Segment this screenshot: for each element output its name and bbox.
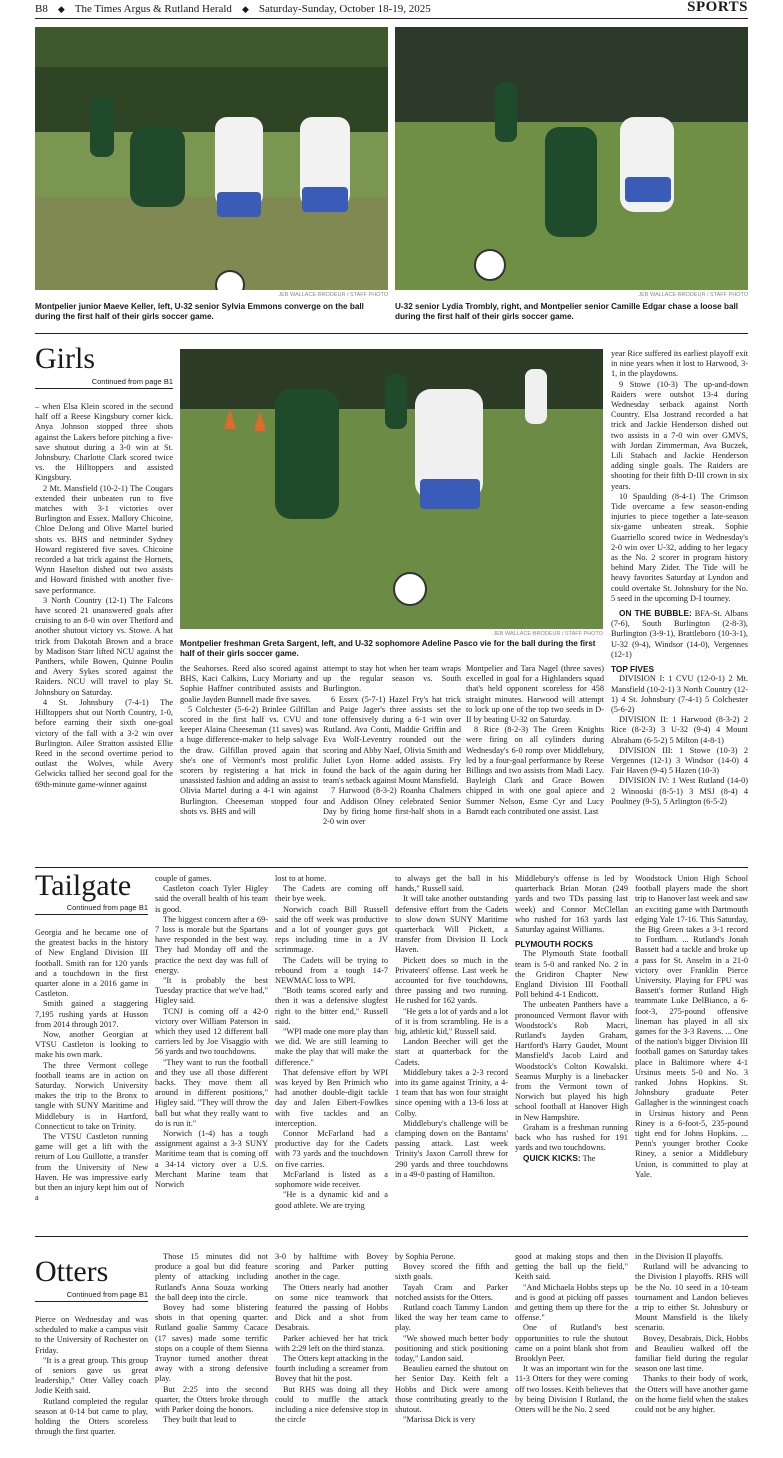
paragraph: 9 Stowe (10-3) The up-and-down Raiders were outshot 13-4 during Wednesday setback against North Country. Elsa Jostrand recorded a hat trick and Jackie Henderson dished out two assists in a 7-0 win over GMVS, with Jordan Zimmerman, Ava Buczek, Lili Stabach and Jackie Henderson adding single goals. The Raiders are shooting for their fifth D-III crown in six years.	[611, 379, 748, 491]
paragraph: 10 Spaulding (8-4-1) The Crimson Tide overcame a few season-ending injuries to piece together a late-season six-game unbeaten streak. Sophie Guarriello scored twice in Wednesday's 2-0 win over U-32, adding to her legacy as the No. 2 scorer in program history behind Mary Zider. The Tide will be heavy favorites Saturday at Lyndon and could overtake St. Johnsbury for the No. 5 seed in the upcoming D-I tourney.	[611, 491, 748, 603]
paragraph: 7 Harwood (8-3-2) Roanha Chalmers and Addison Olney celebrated Senior Day by firing home first-half shots in a 2-0 win over	[323, 786, 461, 827]
paragraph: "He is a dynamic kid and a good athlete. We are trying	[275, 1190, 388, 1210]
paragraph: Graham is a freshman running back who has rushed for 191 yards and two touchdowns.	[515, 1122, 628, 1153]
paragraph: Now, another Georgian at VTSU Castleton is looking to make his own mark.	[35, 1030, 148, 1060]
continued-note: Continued from page B1	[35, 903, 148, 915]
quick-kicks-label: QUICK KICKS:	[523, 1153, 581, 1164]
page-header: B8 ◆ The Times Argus & Rutland Herald ◆ Saturday-Sunday, October 18-19, 2025 SPORTS	[35, 0, 748, 15]
paragraph: "WPI made one more play than we did. We are still learning to make the play that will make the difference."	[275, 1027, 388, 1067]
paragraph: Beaulieu earned the shutout on her Senior Day. Keith felt a Hobbs and Dick were among those contributing greatly to the shutout.	[395, 1364, 508, 1415]
paragraph: They built that lead to	[163, 1415, 237, 1425]
otters-column-1	[35, 1315, 148, 1455]
paragraph: Woodstock Union High School football players made the short trip to Hanover last week and saw an exciting game with Dartmouth edging Yale 17-16. This Saturday, the Big Green takes a 3-1 record to Fordham. ... Rutland's Jonah Bassett had a tackle and broke up a pass for St. Anselm in a 21-0 victory over Franklin Pierce University. Playing for FPU was Bassett's former Rutland High teammate Luke DelBianco, a 6-foot-3, 275-pound offensive lineman has played in all six games for the 3-3 Ravens. ... One of the nation's bigger Division III football games on Saturday takes place in Baltimore where 4-1 Ursinus meets 5-0 and No. 3 ranked Johns Hopkins. St. Johnsbury graduate Peter Gallagher is the winningest coach in Ursinus history and Penn Riney is a 6-foot-5, 235-pound tight end for Johns Hopkins. ... Penn's younger brother Cooke Riney, a senior a Middlebury Union, is committed to play at Yale.	[635, 874, 748, 1179]
girls-column-4	[466, 664, 604, 864]
paragraph: TCNJ is coming off a 42-0 victory over William Paterson in which they used 12 different ball carriers led by Joe Visaggio with 56 yards and two touchdowns.	[155, 1006, 268, 1057]
section-name: SPORTS	[687, 0, 748, 15]
paragraph: "And Michaela Hobbs steps up and is good at picking off passes and getting them up there for the offense."	[515, 1282, 628, 1323]
girls-kicker: Girls	[35, 342, 95, 375]
photo-caption: U-32 senior Lydia Trombly, right, and Montpelier senior Camille Edgar chase a loose ball during the first half of their girls soccer game.	[395, 302, 739, 321]
girls-column-1	[35, 402, 173, 862]
paragraph: "It is probably the best Tuesday practice that we've had," Higley said.	[155, 976, 268, 1006]
paragraph: Bovey had some blistering shots in that opening quarter. Rutland goalie Sammy Cacace (17 saves) made some terrific stops on a couple of them Sienna Traynor turned another threat away with a strong defensive play.	[155, 1303, 268, 1384]
girls-column-5	[611, 349, 748, 864]
paragraph: good at making stops and then getting the ball up the field," Keith said.	[515, 1252, 628, 1282]
bubble-text: BFA-St. Albans (7-6), South Burlington (2-8-3), Burlington (3-9-1), Brattleboro (10-3-1), U-32 (9-4), Windsor (14-0), Vergennes (12-1)	[611, 609, 748, 659]
paragraph: "We showed much better body positioning and stick positioning today," Landon said.	[395, 1333, 508, 1364]
photo-credit: JEB WALLACE-BRODEUR / STAFF PHOTO	[278, 292, 388, 298]
photo-top-left	[35, 27, 388, 290]
section-rule	[35, 333, 748, 334]
paragraph: 2 Mt. Mansfield (10-2-1) The Cougars extended their unbeaten run to five matches with 3-1 victories over Burlington and Essex. Mallory Chicoine, Chloe DeJong and Olive Martel buried shots vs. BHS and netminder Sydney Howard registered five saves. Chicoine recorded a hat trick against the Hornets, Wynn Haselton dished out two assists and Howard finished with another five-save performance.	[35, 483, 173, 595]
continued-note: Continued from page B1	[35, 1290, 148, 1302]
paragraph: Landon Beecher will get the start at quarterback for the Cadets.	[395, 1037, 508, 1067]
paragraph: Norwich (1-4) has a tough assignment against a 3-3 SUNY Maritime team that is coming off a 34-14 victory over a U.S. Merchant Marine team that Norwich	[155, 1129, 268, 1190]
photo-caption: Montpelier junior Maeve Keller, left, U-32 senior Sylvia Emmons converge on the ball during the first half of their girls soccer game.	[35, 302, 364, 321]
paragraph: Rutland will be advancing to the Division I playoffs. RHS will be the No. 10 seed in a 10-team tournament and Landon believes a trip to either St. Johnsbury or Mount Mansfield is the likely scenario.	[635, 1262, 748, 1333]
page-number: B8	[35, 3, 48, 15]
section-rule	[35, 1236, 748, 1237]
paragraph: 3-0 by halftime with Bovey scoring and Parker putting another in the cage.	[275, 1252, 388, 1282]
paragraph: Those 15 minutes did not produce a goal but did feature plenty of attacking including Rutland's Anna Souza working the ball deep into the circle.	[155, 1252, 268, 1302]
paragraph: 8 Rice (8-2-3) The Green Knights were firing on all cylinders during Wednesday's 6-0 romp over Middlebury, led by a four-goal performance by Reese Billings and two assists from Madi Lacy. Bayleigh Clark and Grace Bowen chipped in with one goal apiece and Summer Nelson, Esme Cyr and Lucy Barndt each contributed one assist. Last	[466, 725, 604, 816]
paper-name: The Times Argus & Rutland Herald	[74, 3, 232, 15]
paragraph: Rutland coach Tammy Landon liked the way her team came to play.	[395, 1303, 508, 1333]
paragraph: Pierce on Wednesday and was scheduled to make a campus visit to the University of Rochester on Friday.	[35, 1315, 148, 1355]
paragraph: The VTSU Castleton running game will get a lift with the return of Lou Guillotte, a transfer from the University of New Haven. He was impressive early but then an injury kept him out of a	[35, 1132, 148, 1203]
plymouth-rocks-heading: PLYMOUTH ROCKS	[515, 939, 594, 950]
paragraph: Georgia and he became one of the greatest backs in the history of New England Division III football. Smith ran for 120 yards and a touchdown in the first quarter alone in a 2016 game in Castleton.	[35, 928, 148, 999]
paragraph: McFarland is listed as a sophomore wide receiver.	[275, 1169, 388, 1190]
paragraph: Thanks to their body of work, the Otters will have another game on the home field when the stakes could not be any higher.	[635, 1374, 748, 1415]
paragraph: Parker achieved her hat trick with 2:29 left on the third stanza.	[275, 1333, 388, 1353]
paragraph: "Both teams scored early and then it was a defensive slugfest right to the bitter end," Russell said.	[275, 986, 388, 1026]
paragraph: Bovey, Desabrais, Dick, Hobbs and Beaulieu walked off the familiar field during the regular season one last time.	[635, 1333, 748, 1374]
tailgate-kicker: Tailgate	[35, 869, 132, 902]
paragraph: It was an important win for the 11-3 Otters for they were coming off two losses. Keith believes that by being Division I Rutland, the Otters will be the No. 2 seed	[515, 1364, 628, 1415]
photo-credit: JEB WALLACE-BRODEUR / STAFF PHOTO	[638, 292, 748, 298]
paragraph: year Rice suffered its earliest playoff exit in nine years when it lost to Harwood, 3-1, in the playdowns.	[611, 349, 748, 379]
paragraph: 4 St. Johnsbury (7-4-1) The Hilltoppers shut out North Country, 1-0, before earning their sixth one-goal victory of the fall with a 3-2 win over Burlington. Ailee Stratton assisted Ellie Reed in the second overtime period to outlast the Wolves, while Avery Gelwicks tallied her second goal for the 69th-minute game-winner against	[35, 697, 173, 789]
quick-kicks-text: The	[582, 1154, 596, 1164]
paragraph: The three Vermont college football teams are in action on Saturday. Norwich University makes the trip to the Bronx to tangle with SUNY Maritime and Middlebury is in Hartford, Connecticut to take on Trinity.	[35, 1060, 148, 1131]
paragraph: "He gets a lot of yards and a lot of it is from scrambling. He is a big, athletic kid," Russell said.	[395, 1006, 508, 1037]
paragraph: attempt to stay hot when her team wraps up the regular season vs. South Burlington.	[323, 664, 461, 694]
paragraph: The biggest concern after a 69-7 loss is morale but the Spartans have responded in the best way. They had Monday off and the practice the next day was full of energy.	[155, 914, 268, 975]
paragraph: Norwich coach Bill Russell said the off week was productive and a lot of younger guys got reps including time in a JV scrimmage.	[275, 904, 388, 955]
paragraph: to always get the ball in his hands," Russell said.	[395, 874, 508, 894]
paragraph: – when Elsa Klein scored in the second half off a Reese Kingsbury corner kick. Anya Johnson stopped three shots against the Lakers before pitching a five-save shutout during a 3-0 win at St. Johnsbury. Charlotte Clark scored twice vs. the Hilltoppers and assisted Kingsbury.	[35, 402, 173, 483]
paragraph: The Otters kept attacking in the fourth including a screamer from Bovey that hit the post.	[275, 1354, 388, 1384]
continued-note: Continued from page B1	[35, 377, 173, 389]
top-fives-item: DIVISION III: 1 Stowe (10-3) 2 Vergennes (12-1) 3 Windsor (14-0) 4 Fair Haven (9-4) 5 Hazen (10-3)	[611, 745, 748, 776]
paragraph: couple of games.	[155, 874, 212, 883]
top-fives-heading: TOP FIVES	[611, 664, 655, 675]
paragraph: the Seahorses. Reed also scored against BHS, Kaci Calkins, Lucy Moriarty and Sophie Haffner contributed assists and goalie Jayden Bunnell made five saves.	[180, 664, 318, 704]
paragraph: Rutland completed the regular season at 0-14 but came to play, holding the Otters scoreless through the first quarter.	[35, 1396, 148, 1437]
paragraph: 3 North Country (12-1) The Falcons have scored 21 unanswered goals after cruising to an 8-0 win over Thetford and another shutout victory vs. Stowe. A hat trick from Dakotah Brown and a brace by Madison Starr lifted NCU against the Panthers, while Bowen, Quinne Poulin and Avery Sykes scored against the Raiders. NCU will travel to play St. Johnsbury on Saturday.	[35, 595, 173, 697]
girls-column-2	[180, 664, 318, 864]
photo-caption: Montpelier freshman Greta Sargent, left, and U-32 sophomore Adeline Pasco vie for the ball during the first half of their girls soccer game.	[180, 639, 596, 658]
top-fives-item: DIVISION IV: 1 West Rutland (14-0) 2 Winooski (8-5-1) 3 MSJ (8-4) 4 Poultney (9-5), 5 Arlington (6-5-2)	[611, 776, 748, 806]
tailgate-column-2	[155, 874, 268, 1228]
paragraph: Tayah Cram and Parker notched assists for the Otters.	[395, 1282, 508, 1302]
paragraph: But 2:25 into the second quarter, the Otters broke through with Parker doing the honors.	[155, 1384, 268, 1415]
tailgate-column-3	[275, 874, 388, 1228]
photo-girls	[180, 349, 603, 629]
paragraph: Bovey scored the fifth and sixth goals.	[395, 1262, 508, 1282]
paragraph: The Cadets are coming off their bye week.	[275, 884, 388, 904]
section-rule	[35, 867, 748, 868]
top-fives-item: DIVISION II: 1 Harwood (8-3-2) 2 Rice (8-2-3) 3 U-32 (9-4) 4 Mount Abraham (6-5-2) 5 Milton (4-8-1)	[611, 715, 748, 745]
otters-column-6	[635, 1252, 748, 1456]
otters-column-5	[515, 1252, 628, 1456]
tailgate-column-1	[35, 928, 148, 1228]
header-rule	[35, 18, 748, 19]
otters-column-2	[155, 1252, 268, 1456]
otters-column-4	[395, 1252, 508, 1456]
paragraph: lost to at home.	[275, 874, 327, 883]
bubble-label: ON THE BUBBLE:	[619, 608, 692, 619]
paragraph: 6 Essex (5-7-1) Hazel Fry's hat trick and Paige Jager's three assists set the tone offensively during a 6-1 win over Rutland. Ava Conti, Maddie Griffin and Eva Wolf-Leventry rounded out the scoring and Abby Naef, Olivia Smith and Juliet Lyon Horne added assists. Fry found the back of the again during her team's setback against Mount Mansfield.	[323, 694, 461, 786]
top-fives-item: DIVISION I: 1 CVU (12-0-1) 2 Mt. Mansfield (10-2-1) 3 North Country (12-1) 4 St. Johnsbury (7-4-1) 5 Colchester (5-6-2)	[611, 674, 748, 714]
girls-column-3	[323, 664, 461, 864]
paragraph: It will take another outstanding defensive effort from the Cadets to slow down SUNY Maritime quarterback Will Pickett, a transfer from Division II Lock Haven.	[395, 894, 508, 955]
paragraph: Smith gained a staggering 7,195 rushing yards at Husson from 2014 through 2017.	[35, 999, 148, 1029]
paragraph: "It is a great group. This group of seniors gave us great leadership," Otter Valley coach Jodie Keith said.	[35, 1355, 148, 1396]
paragraph: The Cadets will be trying to rebound from a tough 14-7 NEWMAC loss to WPI.	[275, 955, 388, 986]
paragraph: "They want to run the football and they use all those different backs. They move them all around in different positions," Higley said. "They will throw the ball but what they really want to do is run it."	[155, 1057, 268, 1128]
paragraph: 5 Colchester (5-6-2) Brinlee Gilfillan scored in the first half vs. CVU and keeper Alaina Cheeseman (11 saves) was a huge difference-maker to help salvage the draw. Gilfillan proved again that she's one of Vermont's most prolific scorers by registering a hat trick in unassisted fashion and adding an assist to Olivia Martel during a 4-1 win against Burlington. Cheeseman stopped four shots vs. BHS and will	[180, 704, 318, 816]
paragraph: The Plymouth State football team is 5-0 and ranked No. 2 in the Gridiron Chapter New England Division III Football Poll behind 4-1 Endicott.	[515, 949, 628, 1000]
paragraph: The Otters nearly had another on some nice teamwork that featured the passing of Hobbs and Dick and a shot from Desabrais.	[275, 1282, 388, 1333]
paragraph: But RHS was doing all they could to muffle the attack including a nice defensive stop in the circle	[275, 1384, 388, 1425]
issue-date: Saturday-Sunday, October 18-19, 2025	[258, 3, 431, 15]
otters-kicker: Otters	[35, 1255, 109, 1288]
tailgate-column-4	[395, 874, 508, 1228]
paragraph: Middlebury's offense is led by quarterback Brian Moran (249 yards and two TDs passing last week) and Connor McClellan who rushed for 163 yards last Saturday against Williams.	[515, 874, 628, 935]
tailgate-column-6	[635, 874, 748, 1228]
paragraph: in the Division II playoffs.	[635, 1252, 724, 1261]
paragraph: Pickett does so much in the Privateers' offense. Last week he accounted for five touchdowns, three passing and two running. He rushed for 162 yards.	[395, 955, 508, 1006]
paragraph: "Marissa Dick is very	[403, 1415, 476, 1425]
paragraph: The unbeaten Panthers have a pronounced Vermont flavor with Woodstock's Rob Macri, Rutland's Jayden Graham, Hartford's Harry Gaudet, Mount Mansfield's Jacob Laird and Woodstock's Colton Kowalski. Seamus Murphy is a linebacker from the Vermont town of Norwich but played his high school football at Hanover High in New Hampshire.	[515, 1000, 628, 1122]
paragraph: by Sophia Perone.	[395, 1252, 456, 1261]
photo-credit: JEB WALLACE-BRODEUR / STAFF PHOTO	[493, 631, 603, 637]
photo-top-right	[395, 27, 748, 290]
paragraph: That defensive effort by WPI was keyed by Ben Primich who had another double-digit tackle day and Jalen Eibert-Fowlkes with five tackles and an interception.	[275, 1067, 388, 1128]
paragraph: Castleton coach Tyler Higley said the overall health of his team is good.	[155, 884, 268, 914]
paragraph: Montpelier and Tara Nagel (three saves) excelled in goal for a Highlanders squad that's held opponent scoreless for 458 straight minutes. Harwood will attempt to lock up one of the top two seeds in D-II by beating U-32 on Saturday.	[466, 664, 604, 725]
paragraph: Middlebury takes a 2-3 record into its game against Trinity, a 4-1 team that has won four straight since opening with a 13-6 loss at Colby.	[395, 1067, 508, 1118]
paragraph: Middlebury's challenge will be clamping down on the Bantams' passing attack. Last week Trinity's Jaxon Carroll threw for 290 yards and three touchdowns in a 49-0 pasting of Hamilton.	[395, 1118, 508, 1179]
otters-column-3	[275, 1252, 388, 1456]
paragraph: One of Rutland's best opportunities to rule the shutout came on a point blank shot from Brooklyn Peer.	[515, 1323, 628, 1364]
tailgate-column-5	[515, 874, 628, 1228]
paragraph: Connor McFarland had a productive day for the Cadets with 73 yards and the touchdown on five carries.	[275, 1129, 388, 1169]
